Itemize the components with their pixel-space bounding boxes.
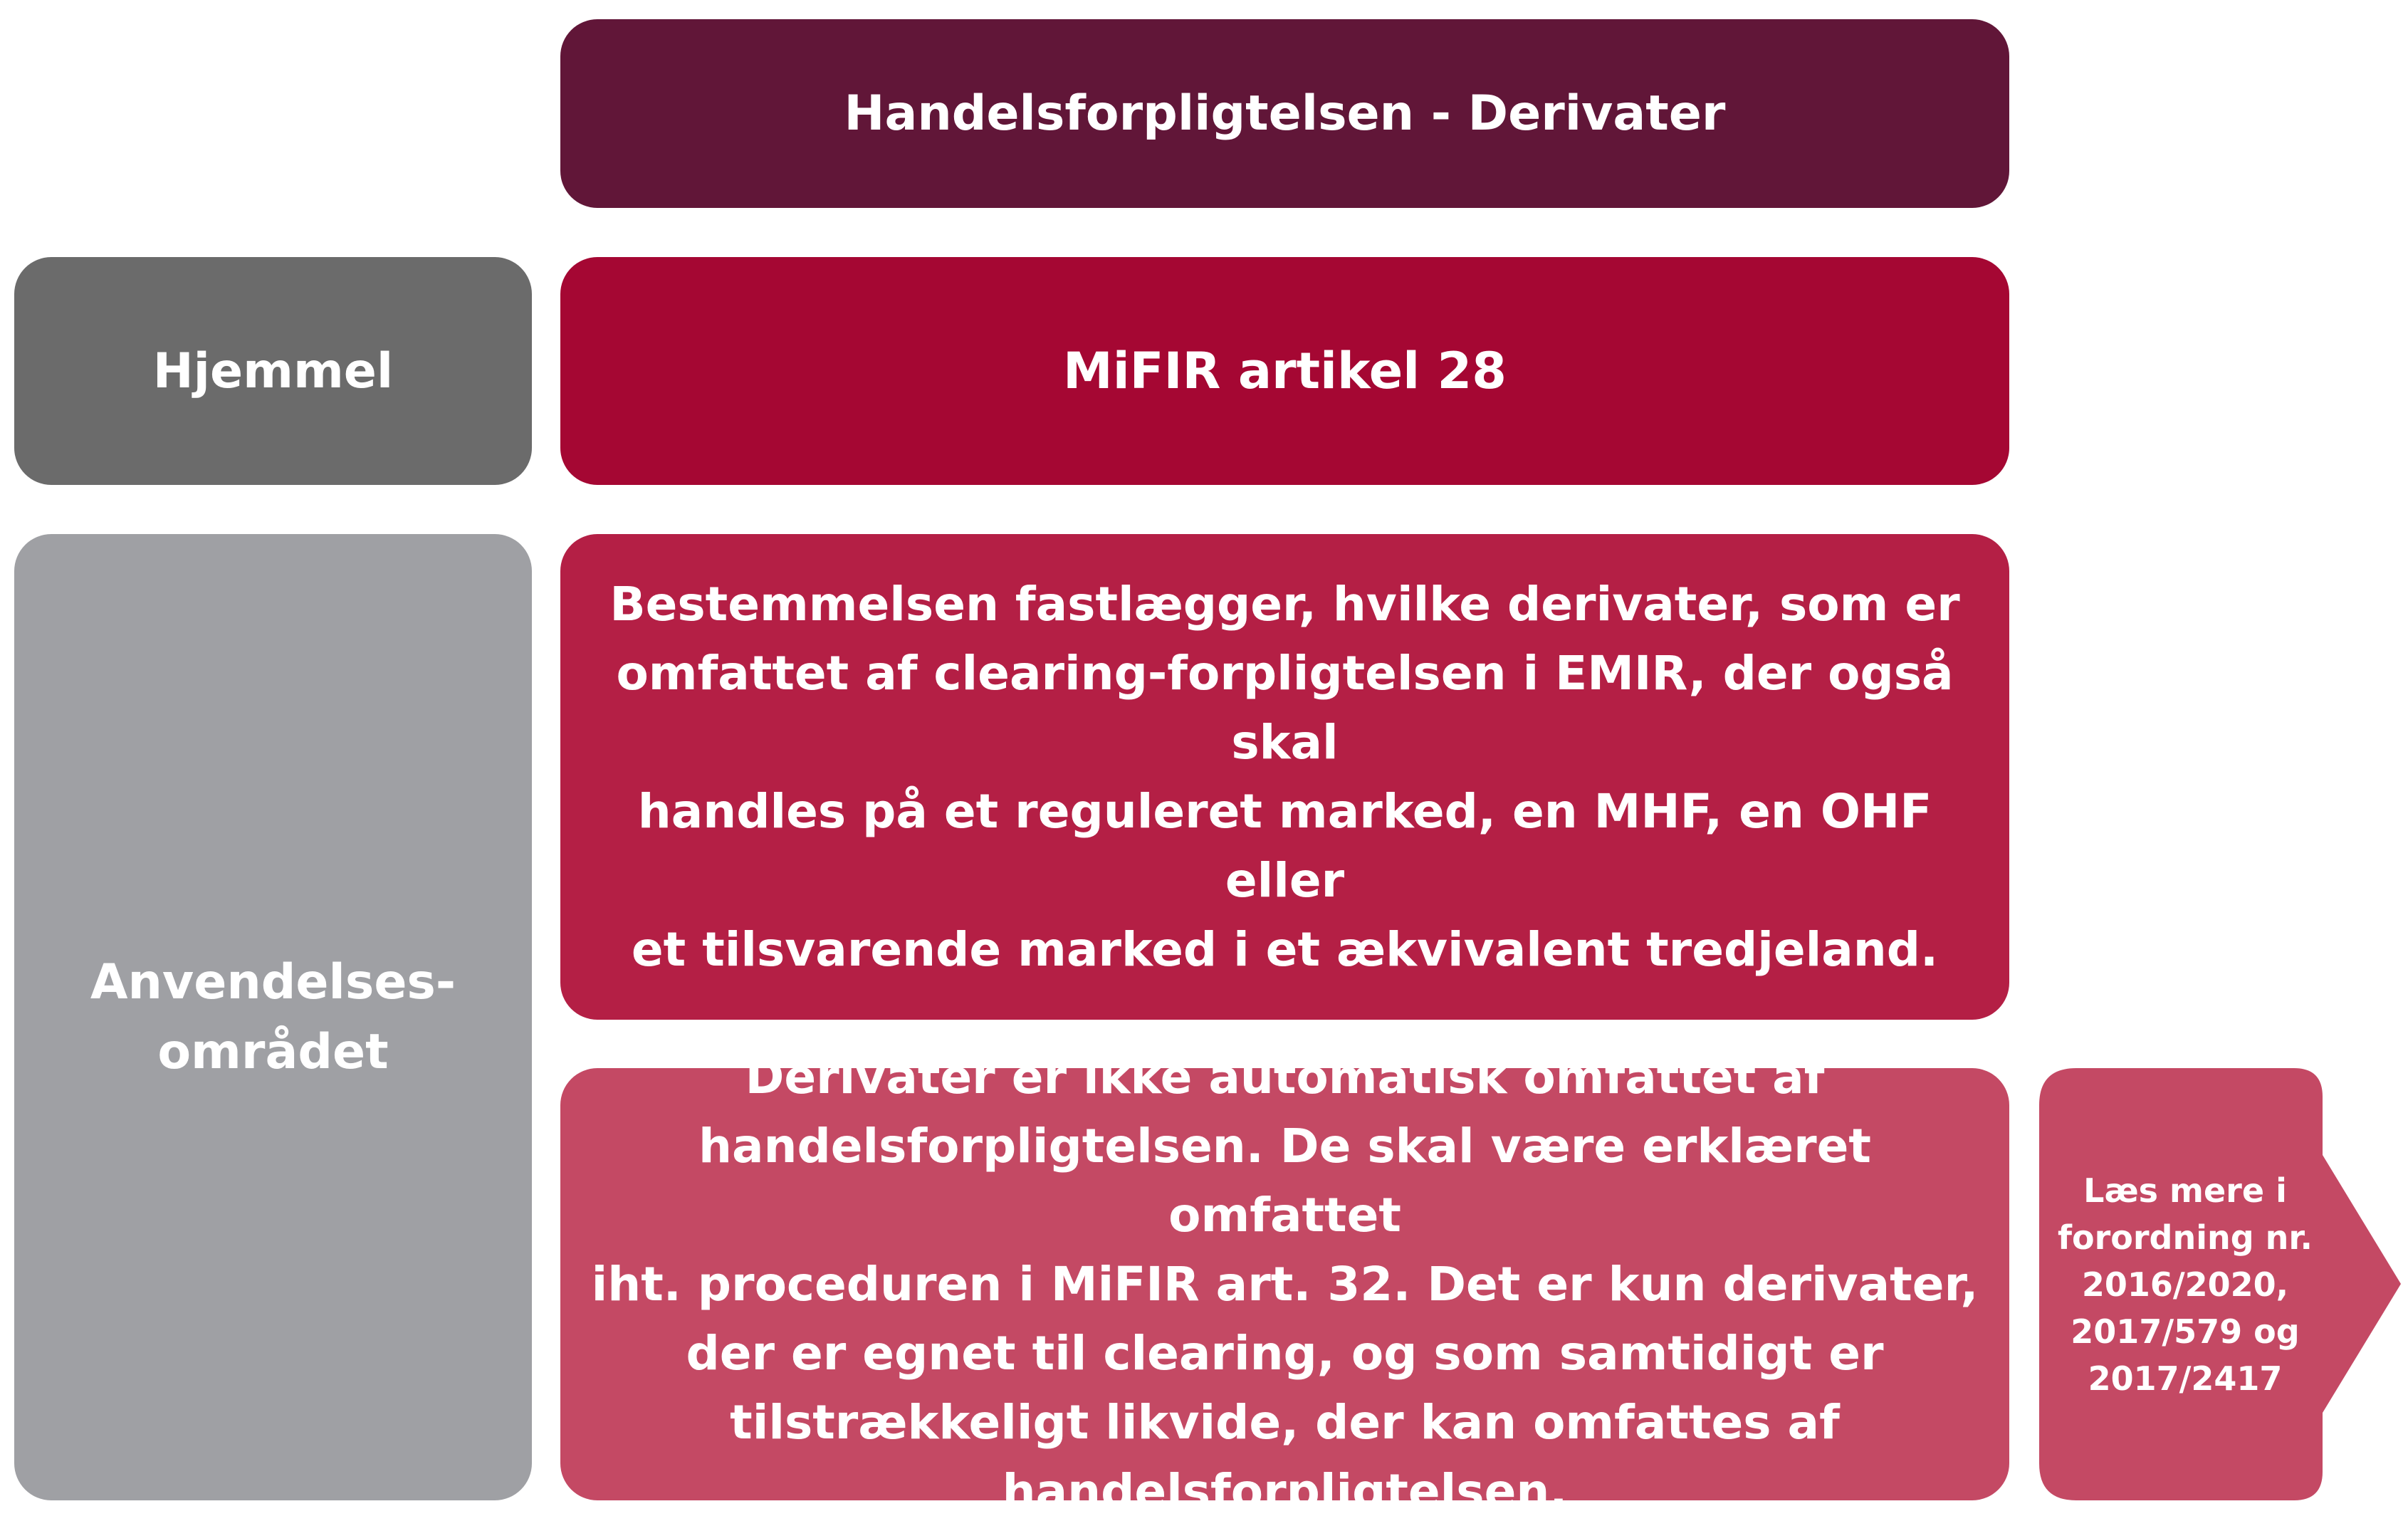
- derivatives-condition-line: tilstrækkeligt likvide, der kan omfattes af: [730, 1395, 1840, 1450]
- anvendelsesomraadet-label: [90, 948, 456, 1087]
- anvendelsesomraadet-label-box: [14, 534, 532, 1500]
- anvendelsesomraadet-label-line: Anvendelses-: [90, 953, 456, 1010]
- derivatives-condition-box: [560, 1050, 2009, 1519]
- hjemmel-label: Hjemmel: [152, 343, 394, 399]
- anvendelsesomraadet-label-line: området: [157, 1023, 389, 1080]
- derivatives-condition-line: der er egnet til clearing, og som samtidigt er: [686, 1326, 1884, 1381]
- derivatives-condition-line: handelsforpligtelsen. De skal være erklæret omfattet: [698, 1119, 1871, 1243]
- scope-description-line: et tilsvarende marked i et ækvivalent tredjeland.: [631, 922, 1939, 977]
- hjemmel-value: MiFIR artikel 28: [1063, 342, 1507, 400]
- derivatives-condition-line: Derivater er ikke automatisk omfattet af: [745, 1050, 1825, 1104]
- derivatives-condition-line: handelsforpligtelsen.: [1002, 1464, 1568, 1519]
- read-more-line: 2017/579 og: [2071, 1312, 2300, 1351]
- read-more-text: [2039, 1068, 2331, 1500]
- hjemmel-value-box: [560, 257, 2009, 485]
- derivatives-condition-text: [582, 1042, 1988, 1526]
- hjemmel-label-box: [14, 257, 532, 485]
- read-more-callout: [2039, 1068, 2402, 1500]
- scope-description-box: [560, 534, 2009, 1020]
- diagram-title: Handelsforpligtelsen - Derivater: [844, 85, 1726, 142]
- title-box: [560, 19, 2009, 208]
- scope-description-line: handles på et reguleret marked, en MHF, en OHF eller: [637, 784, 1932, 908]
- read-more-line: 2016/2020,: [2081, 1265, 2289, 1304]
- scope-description-line: omfattet af clearing-forpligtelsen i EMIR, der også skal: [616, 646, 1954, 770]
- read-more-line: Læs mere i: [2083, 1171, 2287, 1210]
- read-more-line: 2017/2417: [2088, 1359, 2283, 1398]
- scope-description-line: Bestemmelsen fastlægger, hvilke derivater, som er: [609, 577, 1960, 632]
- derivatives-condition-line: iht. proceduren i MiFIR art. 32. Det er kun derivater,: [591, 1257, 1979, 1312]
- read-more-line: forordning nr.: [2057, 1218, 2313, 1257]
- scope-description-text: [582, 570, 1988, 984]
